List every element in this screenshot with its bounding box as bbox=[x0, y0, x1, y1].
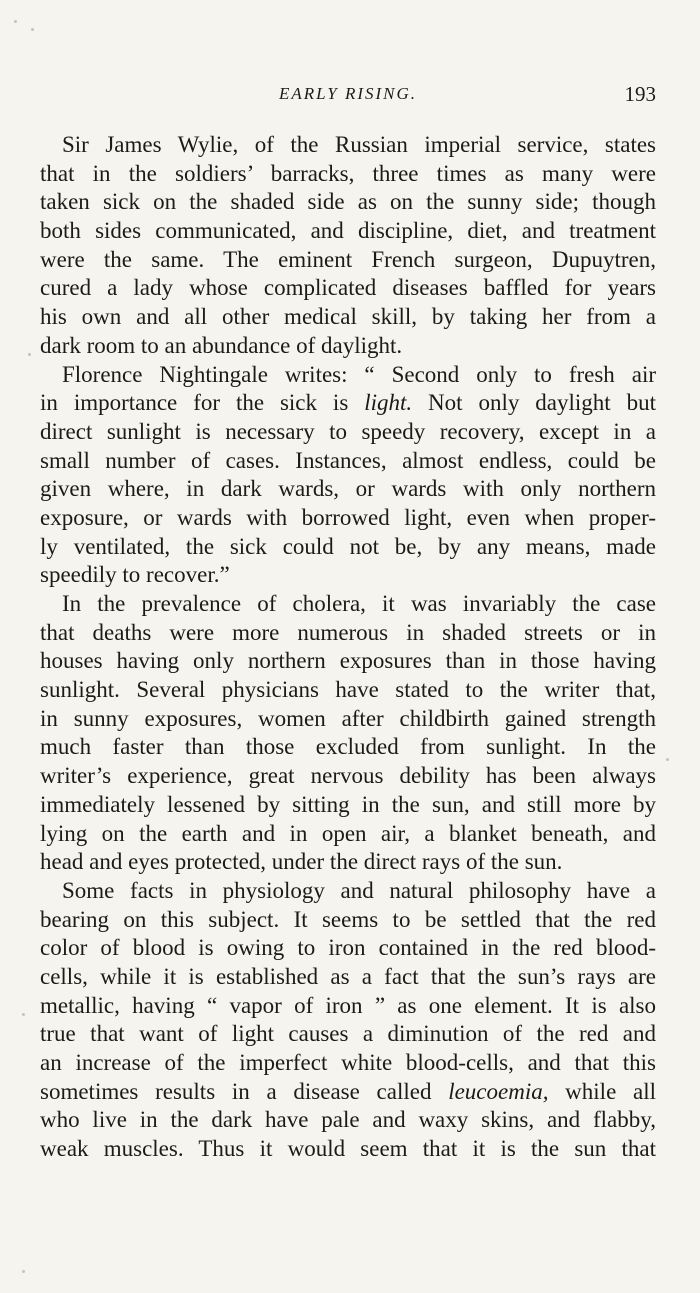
text-line: Some facts in physiology and natural philosophy have a bbox=[62, 877, 656, 903]
paper-speck bbox=[28, 353, 31, 356]
text-line: true that want of light causes a diminution of the red and bbox=[40, 1021, 656, 1047]
text-line: immediately lessened by sitting in the sun, and still more by bbox=[40, 791, 656, 817]
italic-word: leucoemia, bbox=[448, 1078, 549, 1104]
text-line: who live in the dark have pale and waxy skins, and flabby, bbox=[40, 1107, 656, 1133]
text-line: lying on the earth and in open air, a blanket beneath, and bbox=[40, 820, 656, 846]
body-text bbox=[40, 131, 656, 1164]
text-line: much faster than those excluded from sunlight. In the bbox=[40, 734, 656, 760]
text-line bbox=[40, 1078, 656, 1107]
text-line: small number of cases. Instances, almost endless, could be bbox=[40, 447, 656, 473]
text-line: an increase of the imperfect white blood-cells, and that this bbox=[40, 1050, 656, 1075]
page-header bbox=[40, 84, 656, 114]
text-line: direct sunlight is necessary to speedy recovery, except in a bbox=[40, 418, 656, 444]
paper-speck bbox=[31, 28, 34, 31]
text-line: given where, in dark wards, or wards with only northern bbox=[40, 476, 656, 502]
text-line: In the prevalence of cholera, it was invariably the case bbox=[62, 591, 656, 616]
paper-speck bbox=[14, 20, 17, 23]
page-number: 193 bbox=[624, 82, 656, 106]
text-line: Florence Nightingale writes: “ Second only to fresh air bbox=[62, 361, 656, 387]
text-line: were the same. The eminent French surgeon, Dupuytren, bbox=[40, 246, 656, 272]
text-line: writer’s experience, great nervous debility has been always bbox=[40, 763, 656, 789]
text-line: ly ventilated, the sick could not be, by any means, made bbox=[40, 533, 656, 559]
text-line: cells, while it is established as a fact that the sun’s rays are bbox=[40, 963, 656, 989]
text-segment: in importance for the sick is bbox=[40, 390, 365, 416]
text-segment: sometimes results in a disease called bbox=[40, 1078, 449, 1104]
text-line: houses having only northern exposures than in those having bbox=[40, 648, 656, 674]
text-line: exposure, or wards with borrowed light, even when proper- bbox=[40, 504, 656, 530]
text-line bbox=[40, 389, 656, 418]
text-line: that in the soldiers’ barracks, three times as many were bbox=[40, 160, 656, 186]
text-line: that deaths were more numerous in shaded streets or in bbox=[40, 619, 656, 645]
text-line: cured a lady whose complicated diseases baffled for years bbox=[40, 275, 656, 301]
paper-speck bbox=[22, 1270, 25, 1273]
text-line: taken sick on the shaded side as on the sunny side; though bbox=[40, 189, 656, 215]
text-line: dark room to an abundance of daylight. bbox=[40, 332, 403, 358]
text-line: metallic, having “ vapor of iron ” as one element. It is also bbox=[40, 992, 656, 1018]
text-line: in sunny exposures, women after childbirth gained strength bbox=[40, 705, 656, 731]
text-line: color of blood is owing to iron contained in the red blood- bbox=[40, 935, 656, 961]
text-line: weak muscles. Thus it would seem that it is the sun that bbox=[40, 1136, 656, 1162]
paper-speck bbox=[22, 1013, 25, 1016]
text-segment: while all bbox=[548, 1078, 656, 1104]
running-head: EARLY RISING. bbox=[278, 84, 418, 103]
text-line: head and eyes protected, under the direct rays of the sun. bbox=[40, 849, 563, 875]
text-segment: Not only daylight but bbox=[412, 390, 656, 416]
italic-word: light. bbox=[364, 390, 413, 416]
text-line: speedily to recover.” bbox=[40, 562, 230, 588]
text-line: both sides communicated, and discipline, diet, and treatment bbox=[40, 218, 656, 244]
text-line: sunlight. Several physicians have stated to the writer that, bbox=[40, 677, 656, 703]
paper-speck bbox=[666, 758, 669, 761]
text-line: his own and all other medical skill, by taking her from a bbox=[40, 304, 656, 330]
text-line: Sir James Wylie, of the Russian imperial service, states bbox=[62, 132, 656, 157]
text-line: bearing on this subject. It seems to be settled that the red bbox=[40, 906, 656, 932]
